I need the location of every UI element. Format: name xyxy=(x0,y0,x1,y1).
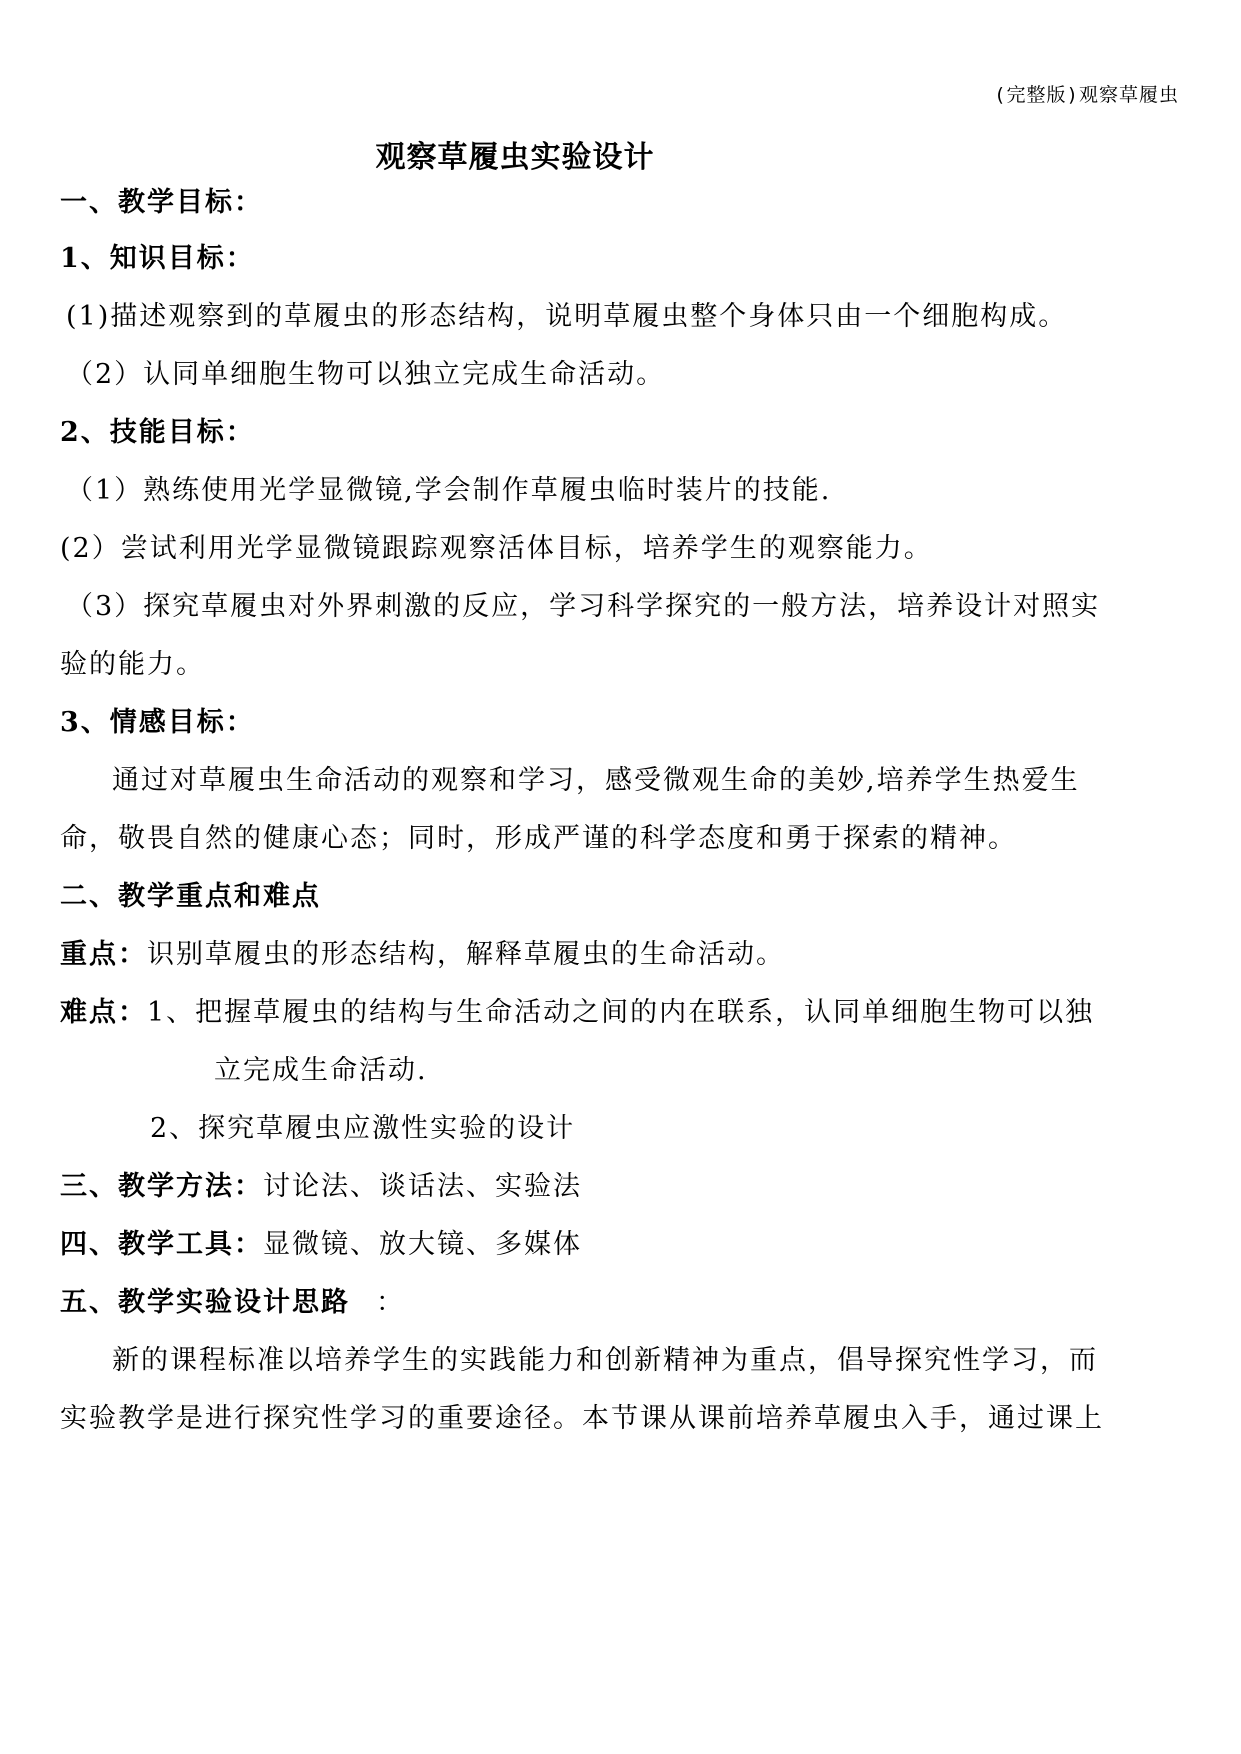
knowledge-goal-1: (1)描述观察到的草履虫的形态结构，说明草履虫整个身体只由一个细胞构成。 xyxy=(66,301,1068,332)
section-5-heading: 五、教学实验设计思路 xyxy=(60,1287,350,1318)
key-point-label: 重点： xyxy=(60,939,147,970)
difficult-point-label: 难点： xyxy=(60,997,147,1028)
section-2-heading: 二、教学重点和难点 xyxy=(60,881,321,912)
section-5-colon: ： xyxy=(376,1287,405,1318)
skill-goal-2: (2）尝试利用光学显微镜跟踪观察活体目标，培养学生的观察能力。 xyxy=(60,533,933,564)
difficult-point-1-line-2: 立完成生命活动. xyxy=(214,1055,428,1086)
key-point-text: 识别草履虫的形态结构，解释草履虫的生命活动。 xyxy=(147,939,785,970)
skill-goal-3-line-1: （3）探究草履虫对外界刺激的反应，学习科学探究的一般方法，培养设计对照实 xyxy=(66,591,1101,622)
skill-goal-1: （1）熟练使用光学显微镜,学会制作草履虫临时装片的技能. xyxy=(66,475,832,506)
section-3-text: 讨论法、谈话法、实验法 xyxy=(263,1171,582,1202)
section-3 xyxy=(60,1164,582,1203)
section-5-paragraph-line-2: 实验教学是进行探究性学习的重要途径。本节课从课前培养草履虫入手，通过课上 xyxy=(60,1403,1104,1434)
section-1-heading: 一、教学目标： xyxy=(60,187,263,218)
knowledge-goal-2: （2）认同单细胞生物可以独立完成生命活动。 xyxy=(66,359,666,390)
key-point xyxy=(60,932,785,971)
knowledge-goal-heading: 1、知识目标： xyxy=(60,243,255,274)
skill-goal-heading: 2、技能目标： xyxy=(60,417,255,448)
emotion-goal-line-2: 命，敬畏自然的健康心态；同时，形成严谨的科学态度和勇于探索的精神。 xyxy=(60,823,1017,854)
section-4 xyxy=(60,1222,582,1261)
difficult-point xyxy=(60,990,1094,1029)
header-note: (完整版)观察草履虫 xyxy=(994,84,1179,106)
difficult-point-1-line-1: 1、把握草履虫的结构与生命活动之间的内在联系，认同单细胞生物可以独 xyxy=(147,997,1095,1028)
section-4-text: 显微镜、放大镜、多媒体 xyxy=(263,1229,582,1260)
skill-goal-3-line-2: 验的能力。 xyxy=(60,649,205,680)
section-4-label: 四、教学工具： xyxy=(60,1229,263,1260)
emotion-goal-line-1: 通过对草履虫生命活动的观察和学习，感受微观生命的美妙,培养学生热爱生 xyxy=(112,765,1080,796)
page-title: 观察草履虫实验设计 xyxy=(375,140,655,175)
emotion-goal-heading: 3、情感目标： xyxy=(60,707,255,738)
section-3-label: 三、教学方法： xyxy=(60,1171,263,1202)
section-5-paragraph-line-1: 新的课程标准以培养学生的实践能力和创新精神为重点，倡导探究性学习，而 xyxy=(112,1345,1098,1376)
section-5 xyxy=(60,1280,405,1319)
difficult-point-2: 2、探究草履虫应激性实验的设计 xyxy=(150,1113,576,1144)
